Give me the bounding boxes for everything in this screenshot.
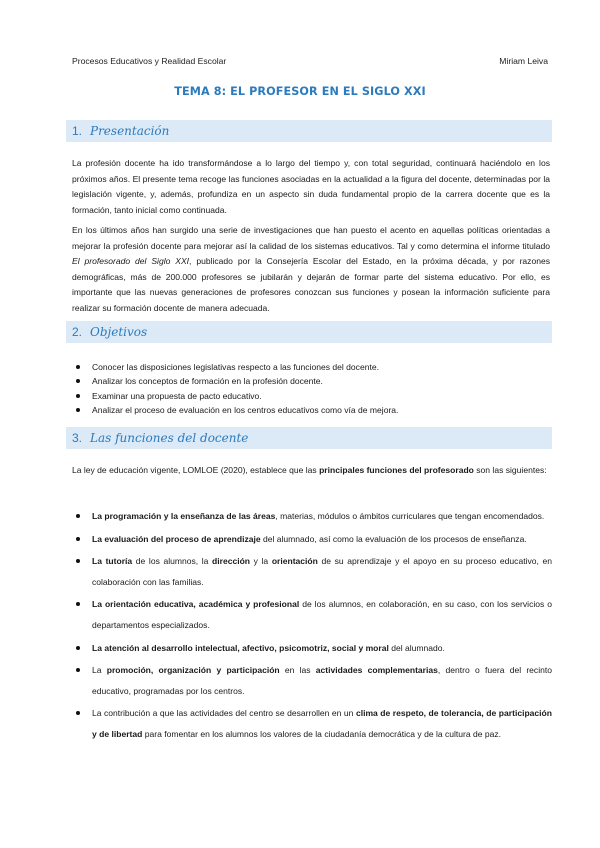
section-heading-funciones [66, 427, 552, 449]
paragraph-text: La ley de educación vigente, LOMLOE (2020), establece que las [72, 465, 320, 475]
section-number: 1. [72, 124, 83, 138]
presentacion-paragraph-1: La profesión docente ha ido transformándose a lo largo del tiempo y, con total seguridad, continuará haciéndolo en los próximos años. El presente tema recoge las funciones asociadas en la actualidad a la figura del docente, determinadas por la legislación vigente, y, además, profundiza en un aspecto sin duda fundamental propio de la carrera docente que es la formación, tanto inicial como continuada. [72, 158, 550, 215]
item-emphasis: La atención al desarrollo intelectual, afectivo, psicomotriz, social y moral [92, 642, 389, 653]
item-emphasis: promoción, organización y participación [106, 665, 280, 676]
paragraph-text: son las siguientes: [473, 465, 547, 475]
section-title: Objetivos [90, 325, 148, 339]
item-emphasis: La evaluación del proceso de aprendizaje [92, 533, 261, 544]
list-item: Conocer las disposiciones legislativas respecto a las funciones del docente. [72, 360, 552, 374]
item-text: La contribución a que las actividades del centro se desarrollen en un [92, 708, 356, 719]
list-item: Analizar el proceso de evaluación en los centros educativos como vía de mejora. [72, 403, 552, 417]
section-title: Presentación [90, 124, 170, 138]
report-title: El profesorado del Siglo XXI [72, 256, 190, 267]
item-text: , dentro o fuera del recinto educativo, programadas por los centros. [92, 665, 552, 696]
section-heading-objetivos [66, 321, 552, 343]
list-item [72, 551, 552, 592]
item-text: La [92, 665, 107, 676]
list-item [72, 594, 552, 635]
item-text: de los alumnos, la [132, 556, 213, 567]
item-text: de su aprendizaje y el apoyo en su proceso educativo, en colaboración con las familias. [92, 556, 553, 587]
funciones-list [72, 506, 552, 745]
item-text: del alumnado, así como la evaluación de los procesos de enseñanza. [260, 533, 527, 544]
paragraph-text: En los últimos años han surgido una serie de investigaciones que han puesto el acento en aquellas políticas orientadas a mejorar la profesión docente para mejorar así la calidad de los sistemas educativos. Tal y como determina el informe titulado [72, 225, 550, 251]
section-title: Las funciones del docente [90, 431, 249, 445]
paragraph-emphasis: principales funciones del profesorado [319, 465, 474, 475]
item-emphasis: La tutoría [92, 556, 133, 567]
document-title: TEMA 8: EL PROFESOR EN EL SIGLO XXI [174, 85, 426, 98]
page-header [72, 56, 548, 66]
list-item: Analizar los conceptos de formación en la profesión docente. [72, 374, 552, 388]
list-item [72, 703, 552, 744]
item-emphasis: La programación y la enseñanza de las áreas [92, 511, 276, 521]
list-item [72, 506, 552, 527]
section-number: 3. [72, 431, 83, 445]
list-item [72, 638, 552, 659]
funciones-intro [72, 460, 550, 481]
item-text: del alumnado. [388, 642, 445, 653]
list-item: Examinar una propuesta de pacto educativo. [72, 389, 552, 403]
item-text: y la [250, 556, 272, 567]
item-emphasis: dirección [212, 556, 251, 567]
paragraph-text: , publicado por la Consejería Escolar del Estado, en la próxima década, y por razones demográficas, más de 200.000 profesores se jubilarán y dejarán de formar parte del sistema educativo. Por ello, es importante que las nuevas generaciones de profesores conozcan sus funciones y posean la información suficiente para realizar su formación docente de manera adecuada. [72, 256, 550, 313]
section-heading-presentacion [66, 120, 552, 142]
item-text: para fomentar en los alumnos los valores de la ciudadanía democrática y de la cultura de paz. [142, 728, 502, 739]
item-emphasis: La orientación educativa, académica y profesional [92, 599, 300, 610]
item-text: de los alumnos, en colaboración, en su caso, con los servicios o departamentos especializados. [92, 599, 553, 630]
presentacion-paragraph-2 [72, 223, 550, 317]
section-number: 2. [72, 325, 83, 339]
header-course: Procesos Educativos y Realidad Escolar [72, 56, 227, 66]
list-item [72, 529, 552, 550]
list-item [72, 660, 552, 701]
header-author: Miriam Leiva [499, 56, 548, 66]
item-emphasis: orientación [271, 556, 318, 567]
item-text: , materias, módulos o ámbitos curriculares que tengan encomendados. [275, 511, 545, 521]
item-emphasis: clima de respeto, de tolerancia, de participación y de libertad [92, 708, 552, 739]
objetivos-list [72, 360, 552, 417]
item-text: en las [279, 665, 316, 676]
item-emphasis: actividades complementarias [315, 665, 438, 676]
